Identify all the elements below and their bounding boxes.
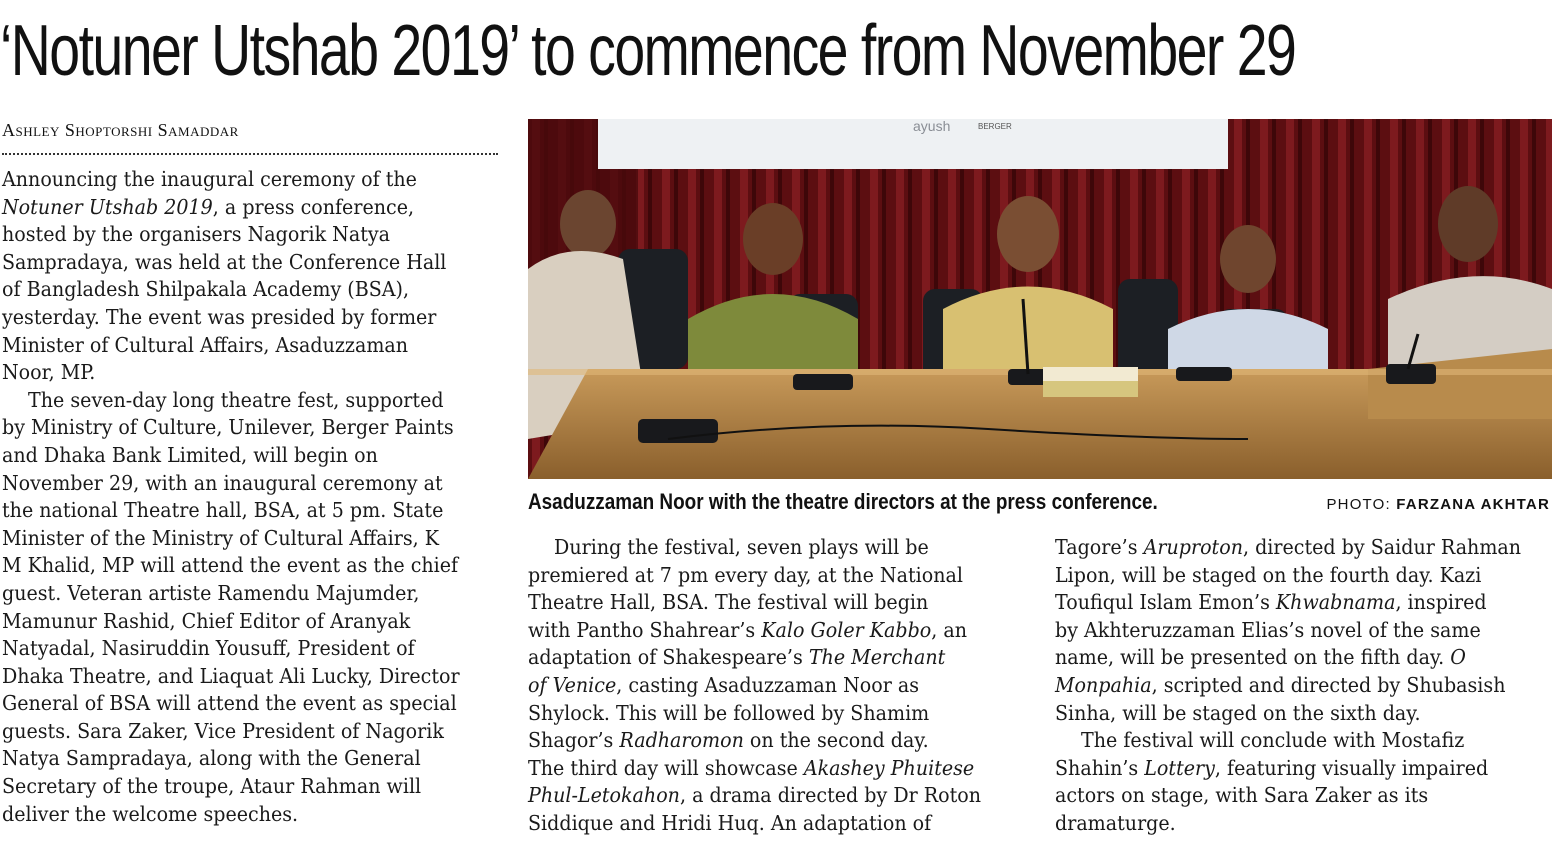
text-line: Phul-Letokahon, a drama directed by Dr Roton [528,783,982,808]
text-line: Minister of Cultural Affairs, Asaduzzaman [2,332,409,357]
column-3-paragraph-2 [1055,727,1520,837]
photo-credit-name: FARZANA AKHTAR [1396,496,1550,513]
text-line: Natyadal, Nasiruddin Yousuff, President of [2,636,415,661]
article-column-2 [528,534,993,838]
text-line: Tagore’s Aruproton, directed by Saidur Rahman [1055,535,1522,559]
photo-credit [1326,496,1550,513]
text-line: yesterday. The event was presided by former [2,304,437,329]
text-line: During the festival, seven plays will be [554,535,929,559]
text-line: M Khalid, MP will attend the event as the chief [2,553,459,578]
text-line: by Ministry of Culture, Unilever, Berger Paints [2,415,454,440]
photo-banner-brand: BERGER [978,122,1012,131]
text-line: Shagor’s Radharomon on the second day. [528,728,929,753]
text-line: of Bangladesh Shilpakala Academy (BSA), [2,277,410,302]
text-line: Notuner Utshab 2019, a press conference, [2,194,415,219]
festival-title: Notuner Utshab 2019 [2,194,213,219]
caption-text: Asaduzzaman Noor with the theatre directors at the press conference. [528,489,1158,514]
column-2-paragraph-1 [528,534,993,838]
text-line: Theatre Hall, BSA. The festival will begin [528,590,929,615]
text-line: The festival will conclude with Mostafiz [1081,728,1465,753]
text-line: deliver the welcome speeches. [2,801,299,826]
text-line: Shahin’s Lottery, featuring visually impaired [1055,755,1489,780]
press-conference-photo [528,119,1552,479]
text-line: of Venice, casting Asaduzzaman Noor as [528,672,920,697]
text-line: Sampradaya, was held at the Conference Hall [2,249,447,274]
text-line: The seven-day long theatre fest, supported [28,387,444,412]
text-line: the national Theatre hall, BSA, at 5 pm. State [2,498,444,523]
text-line: The third day will showcase Akashey Phuitese [528,755,975,780]
article-column-1 [2,166,467,828]
text-line: Monpahia, scripted and directed by Shubasish [1055,672,1506,697]
text-line: Secretary of the troupe, Ataur Rahman will [2,774,422,799]
text-line: Minister of the Ministry of Cultural Affairs, K [2,525,439,550]
text-line: hosted by the organisers Nagorik Natya [2,222,391,247]
column-1-paragraph-1 [2,166,467,387]
text-line: guest. Veteran artiste Ramendu Majumder, [2,580,420,605]
text-line: General of BSA will attend the event as special [2,691,457,716]
column-1-paragraph-2 [2,387,467,829]
byline: Ashley Shoptorshi Samaddar [2,120,239,140]
photo-credit-prefix: PHOTO: [1326,496,1391,513]
text-line: adaptation of Shakespeare’s The Merchant [528,645,946,670]
text-line: Shylock. This will be followed by Shamim [528,700,930,725]
text-line: Lipon, will be staged on the fourth day. Kazi [1055,562,1482,587]
text-line: Toufiqul Islam Emon’s Khwabnama, inspired [1055,590,1487,615]
text-line: Announcing the inaugural ceremony of the [2,167,417,191]
text-line: Natya Sampradaya, along with the General [2,746,421,771]
text-line: dramaturge. [1055,810,1176,835]
text-line: Sinha, will be staged on the sixth day. [1055,700,1421,725]
text-line: by Akhteruzzaman Elias’s novel of the same [1055,617,1481,642]
text-line: and Dhaka Bank Limited, will begin on [2,442,378,467]
text-line: Mamunur Rashid, Chief Editor of Aranyak [2,608,411,633]
text-line: with Pantho Shahrear’s Kalo Goler Kabbo, an [528,617,968,642]
text-line: Dhaka Theatre, and Liaquat Ali Lucky, Director [2,663,460,688]
photo-illustration [528,119,1552,479]
text-line: name, will be presented on the fifth day. O [1055,645,1466,670]
text-line: Siddique and Hridi Huq. An adaptation of [528,810,932,835]
photo-caption [528,489,1552,517]
article-column-3 [1055,534,1520,838]
text-line: premiered at 7 pm every day, at the National [528,562,963,587]
text-line: guests. Sara Zaker, Vice President of Nagorik [2,718,444,743]
text-line: Noor, MP. [2,360,96,385]
text-line: November 29, with an inaugural ceremony at [2,470,443,495]
headline: ‘Notuner Utshab 2019’ to commence from November 29 [0,11,1296,91]
text-line: actors on stage, with Sara Zaker as its [1055,783,1429,808]
column-3-paragraph-1 [1055,534,1520,727]
byline-divider [2,153,498,155]
photo-banner-text: ayush [913,119,951,134]
